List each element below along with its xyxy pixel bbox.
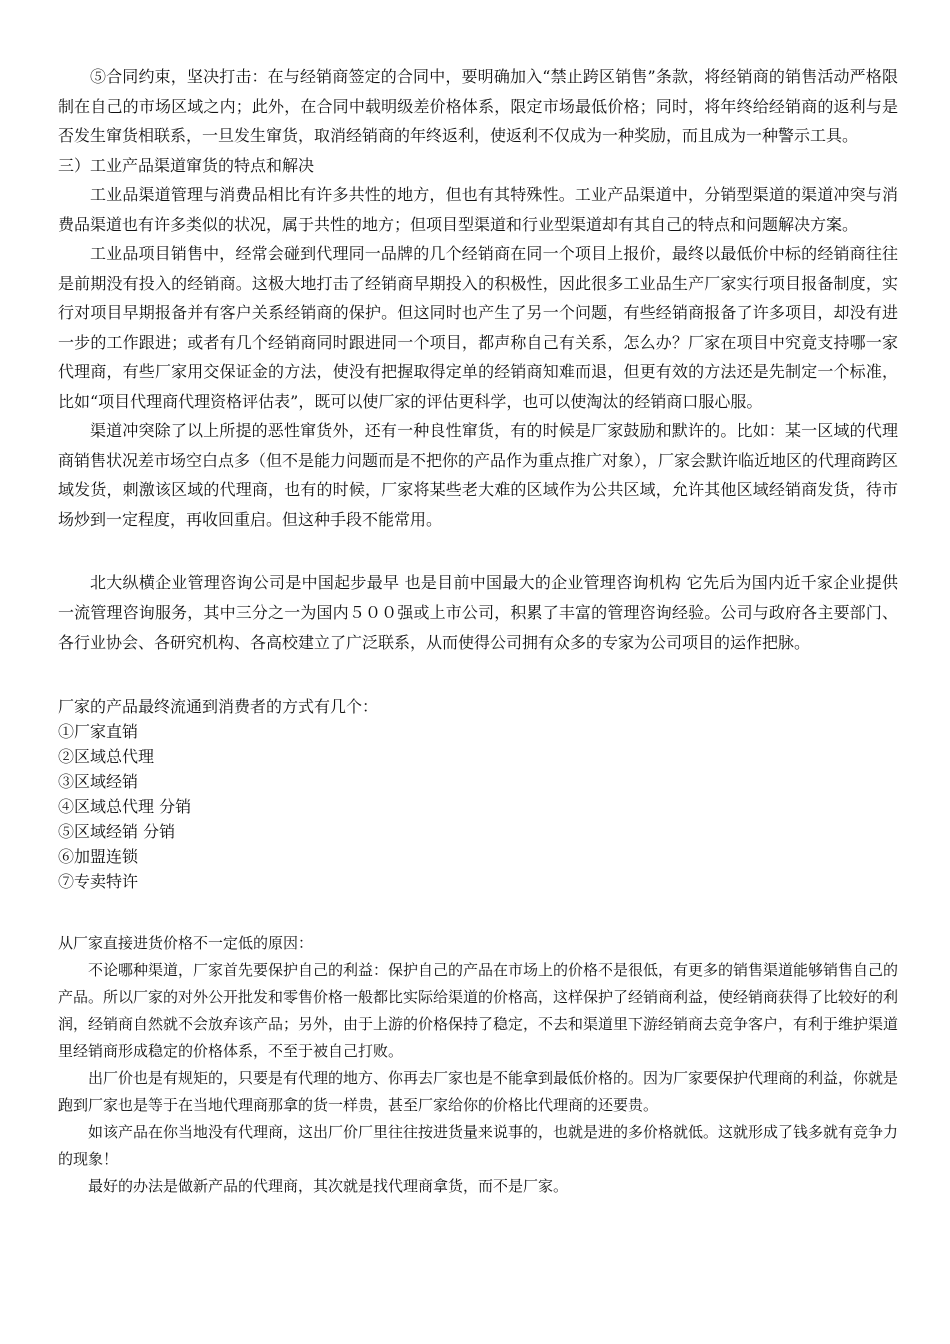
document-page <box>58 62 898 1200</box>
list-item: ④区域总代理 分销 <box>58 797 192 816</box>
pricing-heading: 从厂家直接进货价格不一定低的原因： <box>58 934 314 952</box>
body-paragraph: 工业品项目销售中，经常会碰到代理同一品牌的几个经销商在同一个项目上报价，最终以最低价中标的经销商往往是前期没有投入的经销商。这极大地打击了经销商早期投入的积极性，因此很多工业品生产厂家实行项目报备制度，实行对项目早期报备并有客户关系经销商的保护。但这同时也产生了另一个问题，有些经销商报备了许多项目，却没有进一步的工作跟进；或者有几个经销商同时跟进同一个项目，都声称自己有关系，怎么办？厂家在项目中究竟支持哪一家代理商，有些厂家用交保证金的方法，使没有把握取得定单的经销商知难而退，但更有效的方法还是先制定一个标准，比如“项目代理商代理资格评估表”，既可以使厂家的评估更科学，也可以使淘汰的经销商口服心服。 <box>58 244 898 411</box>
spacer <box>58 534 898 568</box>
list-item: ②区域总代理 <box>58 747 155 766</box>
list-item: ③区域经销 <box>58 772 139 791</box>
list-item: ⑤区域经销 分销 <box>58 822 176 841</box>
pricing-paragraph: 如该产品在你当地没有代理商，这出厂价厂里往往按进货量来说事的，也就是进的多价格就低。这就形成了钱多就有竞争力的现象！ <box>58 1123 899 1168</box>
spacer <box>58 894 898 930</box>
list-item: ⑦专卖特许 <box>58 872 139 891</box>
contract-paragraph: ⑤合同约束，坚决打击：在与经销商签定的合同中，要明确加入“禁止跨区销售”条款，将经销商的销售活动严格限制在自己的市场区域之内；此外，在合同中载明级差价格体系，限定市场最低价格；同时，将年终给经销商的返利与是否发生窜货相联系，一旦发生窜货，取消经销商的年终返利，使返利不仅成为一种奖励，而且成为一种警示工具。 <box>58 67 898 145</box>
body-paragraph: 渠道冲突除了以上所提的恶性窜货外，还有一种良性窜货，有的时候是厂家鼓励和默许的。比如：某一区域的代理商销售状况差市场空白点多（但不是能力问题而是不把你的产品作为重点推广对象），厂家会默许临近地区的代理商跨区域发货，刺激该区域的代理商，也有的时候，厂家将某些老大难的区域作为公共区域，允许其他区域经销商发货，待市场炒到一定程度，再收回重启。但这种手段不能常用。 <box>58 421 899 529</box>
spacer <box>58 658 898 694</box>
list-item: ①厂家直销 <box>58 722 139 741</box>
section-heading-industrial: 三）工业产品渠道窜货的特点和解决 <box>58 155 315 175</box>
list-item: ⑥加盟连锁 <box>58 847 139 866</box>
company-intro-paragraph: 北大纵横企业管理咨询公司是中国起步最早 也是目前中国最大的企业管理咨询机构 它先后为国内近千家企业提供一流管理咨询服务，其中三分之一为国内５００强或上市公司，积累了丰富的管理咨询经验。公司与政府各主要部门、各行业协会、各研究机构、各高校建立了广泛联系，从而使得公司拥有众多的专家为公司项目的运作把脉。 <box>58 573 898 652</box>
channels-heading: 厂家的产品最终流通到消费者的方式有几个： <box>58 697 379 716</box>
pricing-paragraph: 不论哪种渠道，厂家首先要保护自己的利益：保护自己的产品在市场上的价格不是很低，有更多的销售渠道能够销售自己的产品。所以厂家的对外公开批发和零售价格一般都比实际给渠道的价格高，这样保护了经销商利益，使经销商获得了比较好的利润，经销商自然就不会放弃该产品；另外，由于上游的价格保持了稳定，不去和渠道里下游经销商去竞争客户，有利于维护渠道里经销商形成稳定的价格体系，不至于被自己打败。 <box>58 961 899 1060</box>
body-paragraph: 工业品渠道管理与消费品相比有许多共性的地方，但也有其特殊性。工业产品渠道中，分销型渠道的渠道冲突与消费品渠道也有许多类似的状况，属于共性的地方；但项目型渠道和行业型渠道却有其自己的特点和问题解决方案。 <box>58 185 898 234</box>
channels-list <box>58 719 898 894</box>
pricing-paragraph: 出厂价也是有规矩的，只要是有代理的地方、你再去厂家也是不能拿到最低价格的。因为厂家要保护代理商的利益，你就是跑到厂家也是等于在当地代理商那拿的货一样贵，甚至厂家给你的价格比代理商的还要贵。 <box>58 1069 899 1114</box>
pricing-paragraph: 最好的办法是做新产品的代理商，其次就是找代理商拿货，而不是厂家。 <box>88 1177 569 1195</box>
